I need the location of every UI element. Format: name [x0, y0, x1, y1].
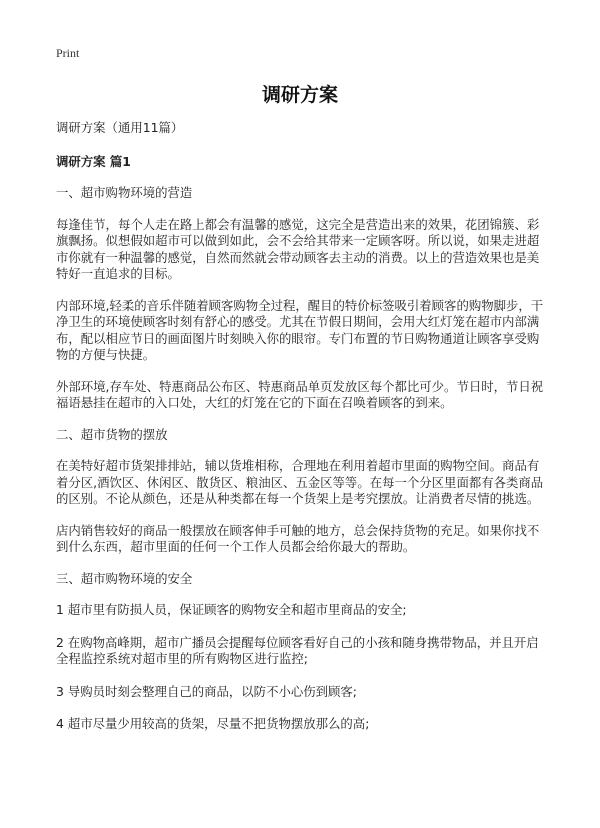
list-item: 1 超市里有防损人员，保证顾客的购物安全和超市里商品的安全; [56, 602, 407, 617]
document-subtitle: 调研方案（通用11篇） [56, 120, 184, 135]
list-item: 3 导购员时刻会整理自己的商品，以防不小心伤到顾客; [56, 683, 357, 699]
heading-safety: 三、超市购物环境的安全 [56, 570, 193, 586]
list-item: 2 在购物高峰期，超市广播员会提醒每位顾客看好自己的小孩和随身携带物品，并且开启全程监控系统对超市里的所有购物区进行监控; [56, 634, 539, 666]
print-label: Print [56, 46, 80, 60]
paragraph-interior: 内部环境,轻柔的音乐伴随着顾客购物全过程，醒目的特价标签吸引着顾客的购物脚步，干净卫生的环境使顾客时刻有舒心的感受。尤其在节假日期间，会用大红灯笼在超市内部满布，配以相应节日的画面图片时刻映入你的眼帘。专门布置的节日购物通道让顾客享受购物的方便与快捷。 [56, 297, 544, 362]
paragraph-exterior: 外部环境,存车处、特惠商品公布区、特惠商品单页发放区每个都比可少。节日时，节日祝福语悬挂在超市的入口处，大红的灯笼在它的下面在召唤着顾客的到来。 [56, 378, 544, 410]
document-body [56, 120, 546, 749]
paragraph-holiday: 每逢佳节，每个人走在路上都会有温馨的感觉，这完全是营造出来的效果，花团锦簇、彩旗飘扬。似想假如超市可以做到如此，会不会给其带来一定顾客呀。所以说，如果走进超市你就有一种温馨的感觉，自然而然就会带动顾客去主动的消费。以上的营造效果也是美特好一直追求的目标。 [56, 216, 540, 281]
section-title: 调研方案 篇1 [56, 153, 131, 169]
paragraph-bestsellers: 店内销售较好的商品一般摆放在顾客伸手可触的地方，总会保持货物的充足。如果你找不到什么东西，超市里面的任何一个工作人员都会给你最大的帮助。 [56, 522, 540, 554]
list-item: 4 超市尽量少用较高的货架，尽量不把货物摆放那么的高; [56, 716, 370, 731]
paragraph-shelves: 在美特好超市货架排排站，辅以货堆相称，合理地在利用着超市里面的购物空间。商品有着分区,酒饮区、休闲区、散货区、粮油区、五金区等等。在每一个分区里面都有各类商品的区别。不论从颜色，还是从种类都在每一个货架上是考究摆放。让消费者尽情的挑选。 [56, 458, 544, 506]
heading-environment: 一、超市购物环境的营造 [56, 185, 193, 200]
heading-goods-display: 二、超市货物的摆放 [56, 426, 168, 442]
document-title: 调研方案 [261, 84, 338, 106]
